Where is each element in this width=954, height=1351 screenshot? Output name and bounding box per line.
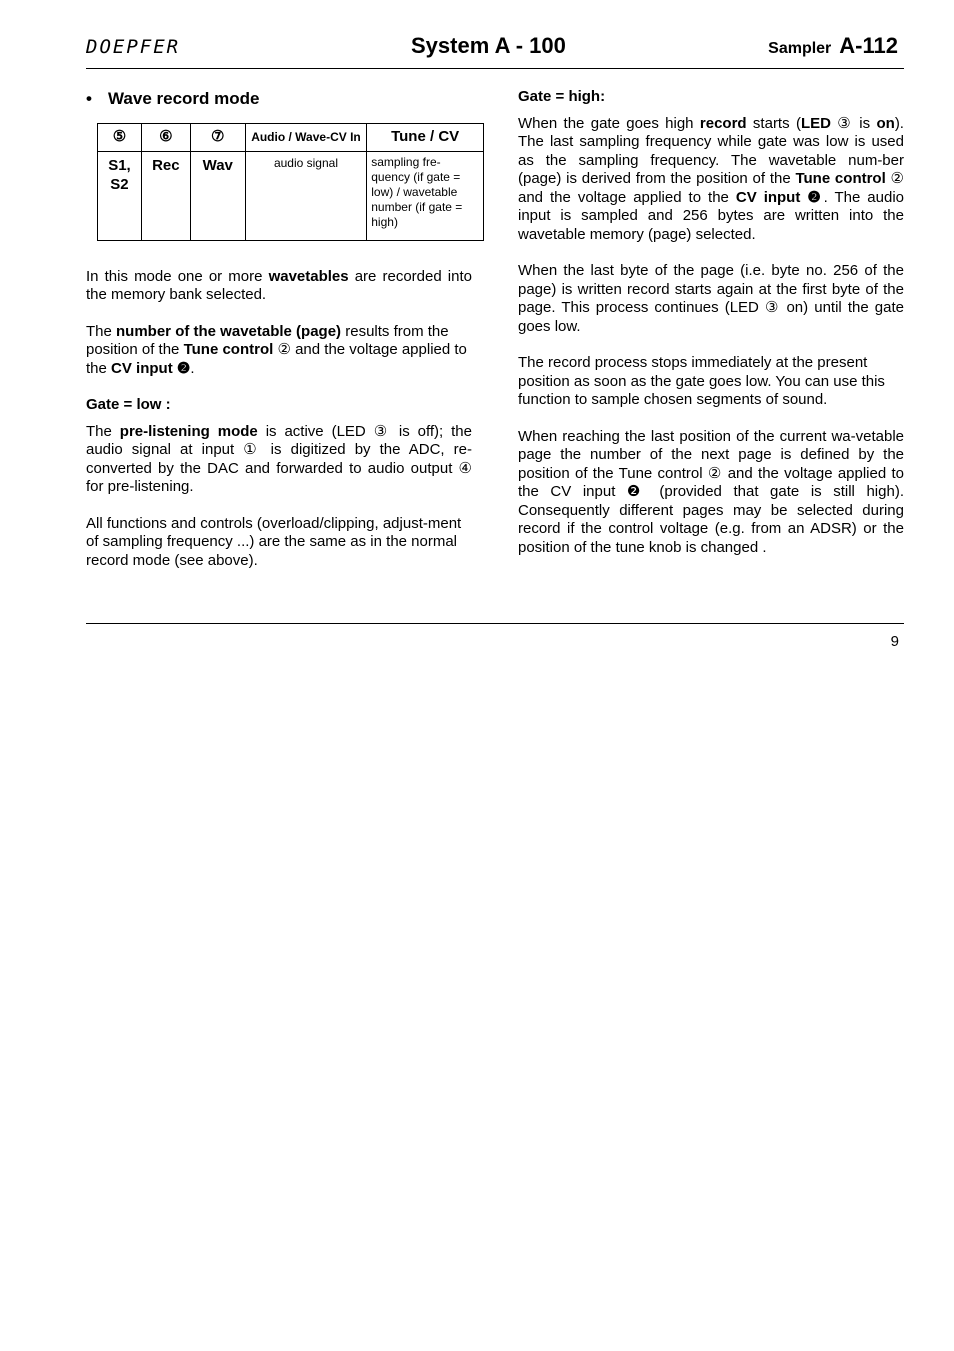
header-socket-5: ⑤	[98, 123, 142, 151]
header-socket-6: ⑥	[141, 123, 190, 151]
bullet: •	[86, 89, 92, 108]
paragraph-last-byte: When the last byte of the page (i.e. byte no. 256 of the page) is written record starts again at the first byte of the page. This process continues (LED ③ on) until the gate goes low.	[518, 262, 904, 335]
cell-audio-signal: audio signal	[245, 151, 367, 240]
gate-low-heading: Gate = low :	[86, 396, 171, 413]
header-audio-wave-cv-in: Audio / Wave-CV In	[245, 123, 367, 151]
system-title: System A - 100	[411, 33, 566, 58]
paragraph-wavetable-number: The number of the wavetable (page) results from the position of the Tune control ② and the voltage applied to the CV input ❷.	[86, 322, 467, 377]
paragraph-functions: All functions and controls (overload/clipping, adjust-ment of sampling frequency ...) are the same as in the normal record mode (see above).	[86, 514, 462, 569]
cell-rec: Rec	[141, 151, 190, 240]
cell-wav: Wav	[190, 151, 245, 240]
page-number: 9	[890, 633, 899, 650]
paragraph-wavetables: In this mode one or more wavetables are recorded into the memory bank selected.	[86, 267, 472, 303]
gate-high-heading: Gate = high:	[518, 88, 606, 105]
product-category: Sampler	[768, 40, 832, 57]
product-id	[768, 33, 898, 59]
paragraph-pre-listening: The pre-listening mode is active (LED ③ is off); the audio signal at input ① is digitized by the ADC, re-converted by the DAC and forwarded to audio output ④ for pre-listening.	[86, 422, 472, 495]
paragraph-record-stop: The record process stops immediately at the present position as soon as the gate goes low. You can use this function to sample chosen segments of sound.	[518, 354, 885, 408]
doepfer-logo: DOEPFER	[86, 36, 181, 58]
section-title-text: Wave record mode	[108, 89, 260, 108]
left-column	[86, 88, 472, 588]
header-tune-cv: Tune / CV	[367, 123, 484, 151]
header-socket-7: ⑦	[190, 123, 245, 151]
paragraph-record-start: When the gate goes high record starts (LED ③ is on). The last sampling frequency while gate was low is used as the sampling frequency. The wavetable num-ber (page) is derived from the position of the Tune control ② and the voltage applied to the CV input ❷. The audio input is sampled and 256 bytes are written into the wavetable memory (page) selected.	[518, 114, 904, 243]
page-header	[86, 30, 904, 69]
footer-divider	[86, 623, 904, 624]
table-row	[98, 151, 484, 240]
product-model: A-112	[839, 33, 898, 58]
section-title	[86, 90, 472, 109]
right-column	[518, 88, 904, 575]
table-header-row	[98, 123, 484, 151]
paragraph-next-page: When reaching the last position of the current wa-vetable page the number of the next page is defined by the position of the Tune control ② and the voltage applied to the CV input ❷ (provided that gate is still high). Consequently different pages may be selected during record if the control voltage (e.g. from an ADSR) or the position of the tune knob is changed .	[518, 427, 904, 556]
cell-tune-cv: sampling fre-quency (if gate = low) / wavetable number (if gate = high)	[367, 151, 484, 240]
mode-table	[97, 123, 484, 241]
cell-switch: S1, S2	[98, 151, 142, 240]
